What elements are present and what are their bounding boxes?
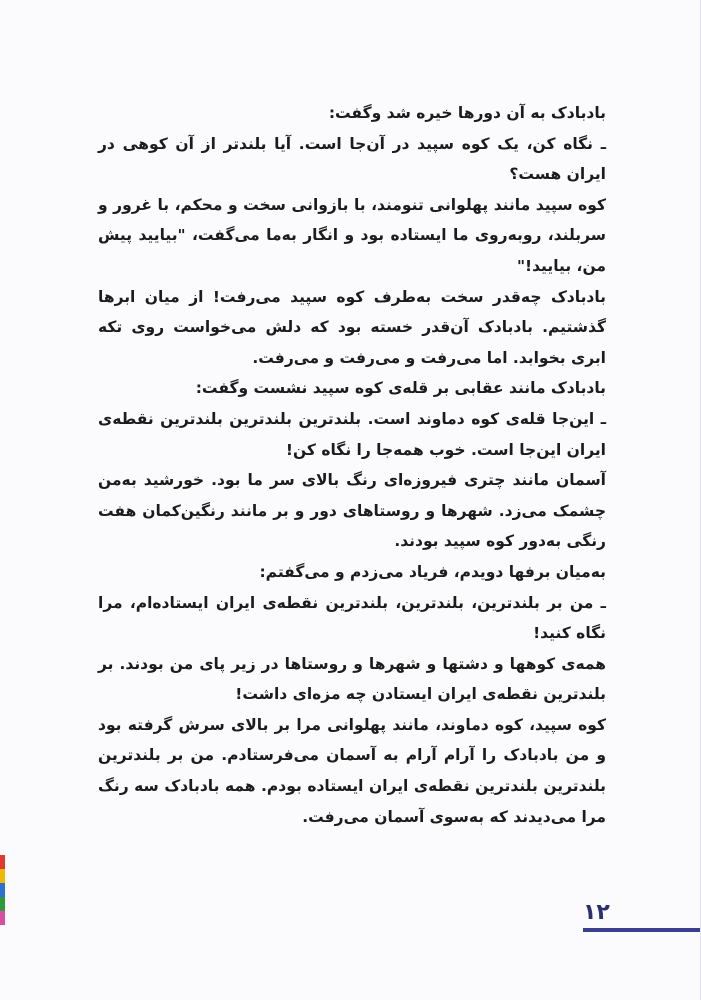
story-paragraph: کوه سپید مانند پهلوانی تنومند، با بازوانی سخت و محکم، با غرور و سربلند، روبه‌روی ما ایستاده بود و انگار به‌ما می‌گفت، "بیایید پیش من، بیایید!": [98, 195, 606, 275]
story-paragraph: ـ من بر بلندترین، بلندترین، بلندترین نقطه‌ی ایران ایستاده‌ام، مرا نگاه کنید!: [98, 593, 606, 643]
edge-stripe-pink: [0, 911, 5, 925]
story-paragraph: کوه سپید، کوه دماوند، مانند پهلوانی مرا بر بالای سرش گرفته بود و من بادبادک را آرام آرام به آسمان می‌فرستادم. من بر بلندترین بلندترین بلندترین نقطه‌ی ایران ایستاده بودم. همه بادبادک سه رنگ مرا می‌دیدند که به‌سوی آسمان می‌رفت.: [98, 715, 606, 826]
story-paragraph: به‌میان برفها دویدم، فریاد می‌زدم و می‌گفتم:: [259, 562, 606, 581]
page-edge-color-stripes: [0, 855, 5, 925]
story-paragraph: آسمان مانند چتری فیروزه‌ای رنگ بالای سر ما بود. خورشید به‌من چشمک می‌زد. شهرها و روستاهای دور و بر مانند رنگین‌کمان هفت رنگی به‌دور کوه سپید بودند.: [98, 471, 606, 551]
story-paragraph: همه‌ی کوهها و دشتها و شهرها و روستاها در زیر پای من بودند. بر بلندترین نقطه‌ی ایران ایستادن چه مزه‌ای داشت!: [98, 654, 606, 704]
edge-stripe-red: [0, 855, 5, 869]
story-text: [98, 98, 606, 832]
page-number: ۱۲: [583, 900, 610, 925]
edge-stripe-yellow: [0, 869, 5, 883]
edge-stripe-green: [0, 897, 5, 911]
story-paragraph: ـ نگاه کن، یک کوه سپید در آن‌جا است. آیا بلندتر از آن کوهی در ایران هست؟: [98, 134, 606, 184]
edge-stripe-blue: [0, 883, 5, 897]
story-paragraph: بادبادک به آن دورها خیره شد وگفت:: [328, 104, 606, 122]
story-paragraph: بادبادک مانند عقابی بر قله‌ی کوه سپید نشست وگفت:: [195, 379, 606, 398]
story-paragraph: بادبادک چه‌قدر سخت به‌طرف کوه سپید می‌رفت! از میان ابرها گذشتیم. بادبادک آن‌قدر خسته بود که دلش می‌خواست روی تکه ابری بخوابد. اما می‌رفت و می‌رفت و می‌رفت.: [98, 287, 606, 367]
story-paragraph: ـ این‌جا قله‌ی کوه دماوند است. بلندترین بلندترین بلندترین نقطه‌ی ایران این‌جا است. خوب همه‌جا را نگاه کن!: [98, 409, 606, 459]
page-number-rule: [583, 928, 701, 932]
